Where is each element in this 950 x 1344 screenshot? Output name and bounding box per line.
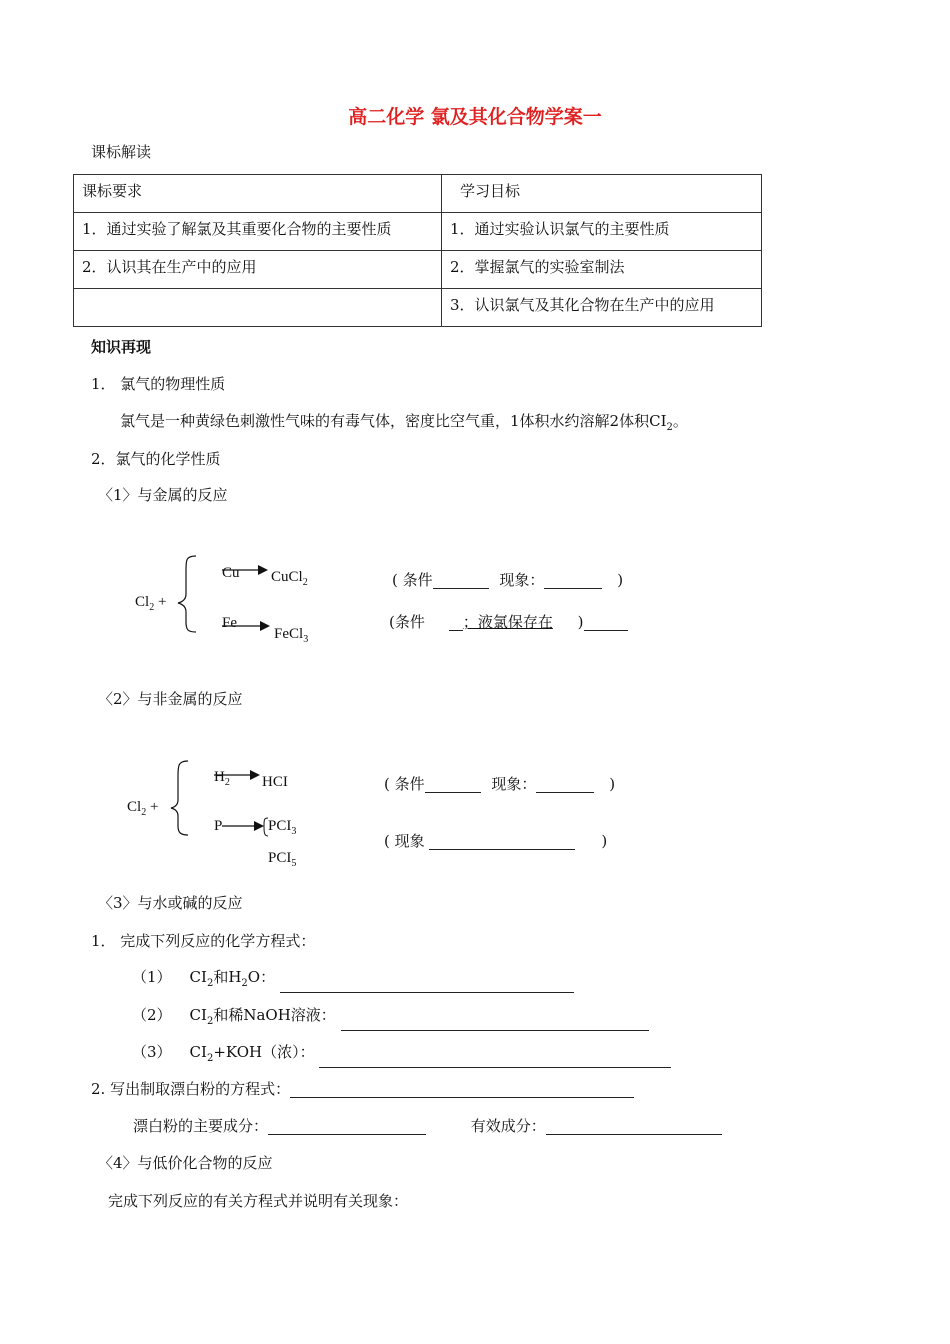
fe-condition-line: (条件 ；液氯保存在 ) <box>389 613 628 631</box>
pcl5-product: $PCI_5$ <box>268 850 297 869</box>
h2-condition-line: ( 条件 现象： ) <box>384 775 616 793</box>
pcl3-product: $PCI_3$ <box>268 818 297 837</box>
table-cell: 1．通过实验了解氯及其重要化合物的主要性质 <box>74 213 442 251</box>
equation-item-1: （1） $CI_2$和$H_2O$： <box>132 968 574 993</box>
low-valence-reaction-heading: 〈4〉与低价化合物的反应 <box>98 1154 273 1172</box>
p-reactant: P <box>214 818 223 834</box>
equation-item-3: （3） $CI_2+KOH$（浓）： <box>132 1043 671 1068</box>
question-1: 1． 完成下列反应的化学方程式： <box>91 932 316 950</box>
equation-item-2: （2） $CI_2$和稀NaOH溶液： <box>132 1006 649 1031</box>
p-phenomenon-line: ( 现象 ) <box>384 832 608 850</box>
cl2-reactant-metal: $Cl_2$ + <box>135 594 167 613</box>
cu-condition-line: ( 条件 现象： ) <box>392 571 624 589</box>
nonmetal-reaction-heading: 〈2〉与非金属的反应 <box>98 690 243 708</box>
page-title: 高二化学 氯及其化合物学案一 <box>348 106 602 128</box>
table-header-goals: 学习目标 <box>442 175 762 213</box>
physical-properties-heading: 1． 氯气的物理性质 <box>91 375 226 393</box>
fe-reactant: Fe <box>222 615 237 631</box>
fecl3-product: FeCl$_3$ <box>274 626 309 645</box>
table-header-requirements: 课标要求 <box>74 175 442 213</box>
h2-reactant: $H_2$ <box>214 769 230 788</box>
physical-properties-text: 氯气是一种黄绿色刺激性气味的有毒气体，密度比空气重，1体积水约溶解2体积$CI_2$。 <box>120 412 688 433</box>
chemical-properties-heading: 2．氯气的化学性质 <box>91 450 221 468</box>
water-base-reaction-heading: 〈3〉与水或碱的反应 <box>98 894 243 912</box>
cu-reactant: Cu <box>222 565 240 581</box>
question-2: 2. 写出制取漂白粉的方程式： <box>91 1080 634 1098</box>
cucl2-product: CuCl$_2$ <box>271 569 308 588</box>
table-cell: 1．通过实验认识氯气的主要性质 <box>442 213 762 251</box>
section-heading-knowledge: 知识再现 <box>91 338 152 356</box>
bleach-components: 漂白粉的主要成分： 有效成分： <box>133 1117 722 1135</box>
hcl-product: HCI <box>262 774 288 790</box>
metal-reaction-heading: 〈1〉与金属的反应 <box>98 486 228 504</box>
section-heading-standards: 课标解读 <box>91 143 152 161</box>
table-cell: 2．认识其在生产中的应用 <box>74 251 442 289</box>
cl2-reactant-nonmetal: $Cl_2$ + <box>127 799 159 818</box>
table-cell: 3．认识氯气及其化合物在生产中的应用 <box>442 289 762 327</box>
low-valence-instruction: 完成下列反应的有关方程式并说明有关现象： <box>108 1192 409 1210</box>
table-cell: 2．掌握氯气的实验室制法 <box>442 251 762 289</box>
